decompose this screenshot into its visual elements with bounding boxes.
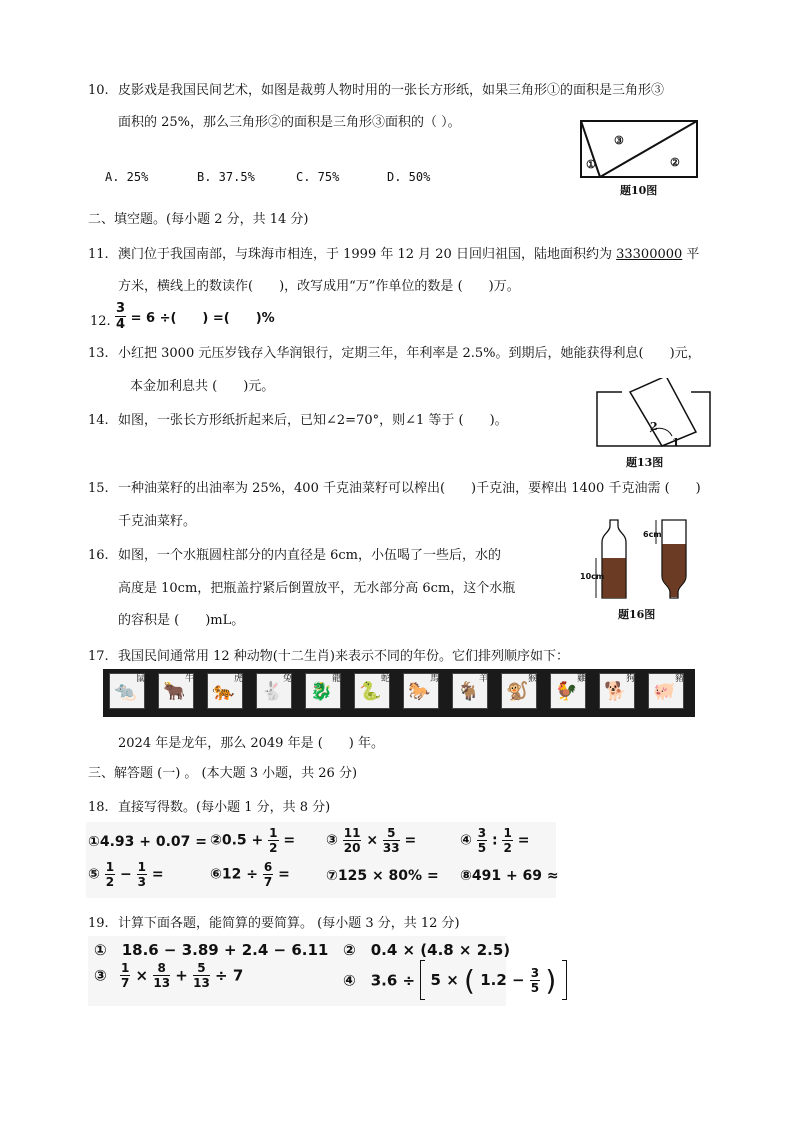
q18-item-4-b: = xyxy=(517,832,530,849)
q18-item-2-b: = xyxy=(283,832,296,849)
zodiac-char-tiger: 虎 xyxy=(233,674,243,684)
q18-item-5-fraction-1 xyxy=(105,861,115,888)
horse-icon: 🐎 xyxy=(408,681,431,702)
q19-number: 19. xyxy=(88,916,109,931)
q19-expression-3-fraction-1 xyxy=(120,962,130,989)
q12-fraction xyxy=(115,302,126,331)
q18-number: 18. xyxy=(88,800,109,815)
numerator: 1 xyxy=(120,961,130,975)
q13-text-line2: 本金加利息共 ( )元。 xyxy=(130,379,275,394)
q16-label-6cm: 6cm xyxy=(643,530,662,539)
q16-number: 16. xyxy=(88,548,109,563)
q13-number: 13. xyxy=(88,346,109,361)
rooster-icon: 🐓 xyxy=(555,681,578,702)
zodiac-tile-rabbit xyxy=(252,669,296,713)
section-2-heading: 二、填空题。(每小题 2 分，共 14 分) xyxy=(88,212,309,227)
q16-figure-caption: 题16图 xyxy=(618,608,656,621)
q18-item-7: ⑦125 × 80% = xyxy=(326,868,439,884)
q19-expression-2: ② 0.4 × (4.8 × 2.5) xyxy=(343,941,511,959)
denominator: 7 xyxy=(263,875,273,889)
q19-expression-3-fraction-2 xyxy=(153,962,170,989)
q18-item-3-op: × xyxy=(366,832,379,849)
q18-item-5-a: ⑤ xyxy=(88,866,100,883)
denominator: 3 xyxy=(137,875,146,889)
q11-text-line2: 方米，横线上的数读作( )，改写成用“万”作单位的数是 ( )万。 xyxy=(118,279,520,294)
q14-figure-caption: 题13图 xyxy=(626,456,664,469)
zodiac-char-rat: 鼠 xyxy=(135,674,145,684)
q16-label-10cm: 10cm xyxy=(580,572,605,581)
denominator: 5 xyxy=(477,841,487,855)
q11-text-line1 xyxy=(118,246,699,264)
q18-item-6-b: = xyxy=(278,866,290,883)
q10-label-2: ② xyxy=(670,156,680,169)
zodiac-tile-horse xyxy=(399,669,443,713)
zodiac-tile-rooster xyxy=(546,669,590,713)
zodiac-tile-goat xyxy=(448,669,492,713)
q10-label-1: ① xyxy=(586,158,596,171)
q12-equation-rest: = 6 ÷( ) =( )% xyxy=(130,311,275,326)
q10-option-a: A. 25% xyxy=(105,170,149,184)
q16-text-line3: 的容积是 ( )mL。 xyxy=(118,613,245,628)
q18-item-6 xyxy=(210,861,290,888)
q18-item-6-fraction xyxy=(263,861,273,888)
q19-expression-4-fraction xyxy=(530,967,540,994)
q11-underlined-number: 33300000 xyxy=(616,247,683,262)
water-bottle-diagram xyxy=(582,518,698,606)
numerator: 1 xyxy=(503,826,512,840)
zodiac-tile-rat xyxy=(105,669,149,713)
q16-figure xyxy=(582,518,698,622)
q14-figure xyxy=(594,378,714,470)
zodiac-char-dog: 狗 xyxy=(625,674,635,684)
zodiac-char-monkey: 猴 xyxy=(527,674,537,684)
q12-numerator: 3 xyxy=(116,301,126,316)
denominator: 2 xyxy=(269,841,278,855)
zodiac-char-ox: 牛 xyxy=(184,674,194,684)
q18-item-6-a: ⑥12 ÷ xyxy=(210,866,258,883)
q18-item-3-fraction-2 xyxy=(383,827,400,854)
zodiac-char-pig: 豬 xyxy=(674,674,684,684)
q19-expression-3 xyxy=(94,962,243,989)
q18-item-5-fraction-2 xyxy=(137,861,147,888)
numerator: 6 xyxy=(263,860,273,874)
q13-text-line1: 小红把 3000 元压岁钱存入华润银行，定期三年，年利率是 2.5%。到期后，她能获得利息( )元， xyxy=(118,346,701,361)
zodiac-tile-ox xyxy=(154,669,198,713)
q18-item-8: ⑧491 + 69 ≈ xyxy=(460,868,559,884)
q18-item-3 xyxy=(326,827,416,854)
q16-text-line2: 高度是 10cm，把瓶盖拧紧后倒置放平，无水部分高 6cm，这个水瓶 xyxy=(118,581,516,596)
numerator: 1 xyxy=(269,826,278,840)
q12-equation xyxy=(115,302,275,331)
q18-item-4-fraction-2 xyxy=(502,827,512,854)
numerator: 3 xyxy=(530,965,540,980)
zodiac-tile-snake xyxy=(350,669,394,713)
zodiac-tile-dragon xyxy=(301,669,345,713)
q18-item-4-op: : xyxy=(491,832,498,849)
q10-option-b: B. 37.5% xyxy=(197,170,255,184)
right-paren: ) xyxy=(545,963,557,997)
q19-expression-1: ① 18.6 − 3.89 + 2.4 − 6.11 xyxy=(94,941,329,959)
q11-text-a: 澳门位于我国南部，与珠海市相连，于 1999 年 12 月 20 日回归祖国，陆地面积约为 xyxy=(118,247,617,262)
q18-item-5 xyxy=(88,861,164,888)
q19-expression-3-op-1: × xyxy=(135,966,149,985)
q19-expression-3-fraction-3 xyxy=(193,962,210,989)
denominator: 33 xyxy=(382,841,400,855)
q18-item-1: ①4.93 + 0.07 = xyxy=(88,834,208,850)
q18-item-5-op: − xyxy=(119,866,132,883)
denominator: 5 xyxy=(530,980,540,995)
q14-angle-1-label: 1 xyxy=(672,436,680,449)
left-paren: ( xyxy=(464,963,475,997)
zodiac-tile-monkey xyxy=(497,669,541,713)
left-bracket xyxy=(420,960,425,1000)
rat-icon: 🐀 xyxy=(114,681,137,702)
q10-option-c: C. 75% xyxy=(296,170,340,184)
denominator: 13 xyxy=(193,976,210,990)
q12-number: 12. xyxy=(90,314,111,329)
tiger-icon: 🐅 xyxy=(212,681,235,702)
section-3-heading: 三、解答题 (一) 。 (本大题 3 小题，共 26 分) xyxy=(88,766,358,781)
q19-expression-3-op-2: + xyxy=(175,966,188,985)
q19-heading: 计算下面各题，能简算的要简算。 (每小题 3 分，共 12 分) xyxy=(118,916,460,931)
q17-text-line2: 2024 年是龙年，那么 2049 年是 ( ) 年。 xyxy=(118,736,384,751)
q11-text-b: 平 xyxy=(682,247,700,262)
q10-figure xyxy=(578,118,702,200)
numerator: 5 xyxy=(383,827,400,841)
zodiac-char-rooster: 雞 xyxy=(576,674,586,684)
denominator: 2 xyxy=(105,875,115,889)
denominator: 20 xyxy=(343,841,361,855)
q14-number: 14. xyxy=(88,413,109,428)
numerator: 8 xyxy=(153,962,170,976)
numerator: 11 xyxy=(343,826,361,840)
dragon-icon: 🐉 xyxy=(310,681,333,702)
q19-expression-4-b: 5 × xyxy=(430,971,459,989)
q18-item-2 xyxy=(210,827,295,854)
numerator: 1 xyxy=(105,860,115,874)
q16-text-line1: 如图，一个水瓶圆柱部分的内直径是 6cm，小伍喝了一些后，水的 xyxy=(118,548,502,563)
q15-text-line2: 千克油菜籽。 xyxy=(118,514,197,529)
zodiac-tile-pig xyxy=(644,669,688,713)
snake-icon: 🐍 xyxy=(359,681,382,702)
denominator: 7 xyxy=(120,976,130,990)
q18-item-4-a: ④ xyxy=(460,832,472,849)
zodiac-char-dragon: 龍 xyxy=(331,674,341,684)
pig-icon: 🐖 xyxy=(653,681,676,702)
q15-text-line1: 一种油菜籽的出油率为 25%，400 千克油菜籽可以榨出( )千克油，要榨出 1400 千克油需 ( ) xyxy=(118,481,701,496)
ox-icon: 🐂 xyxy=(163,681,186,702)
q10-text-line2: 面积的 25%，那么三角形②的面积是三角形③面积的（ ）。 xyxy=(118,115,461,130)
zodiac-char-snake: 蛇 xyxy=(380,674,390,684)
q18-item-3-b: = xyxy=(404,832,417,849)
q17-number: 17. xyxy=(88,649,109,664)
q14-text: 如图，一张长方形纸折起来后，已知∠2=70°，则∠1 等于 ( )。 xyxy=(118,413,508,428)
q18-item-4-fraction-1 xyxy=(477,827,487,854)
q19-expression-3-op-3: ÷ 7 xyxy=(215,966,244,985)
monkey-icon: 🐒 xyxy=(506,681,529,702)
q11-number: 11. xyxy=(88,247,109,262)
zodiac-strip xyxy=(103,669,695,717)
q14-angle-2-label: 2 xyxy=(650,420,658,433)
q18-item-5-b: = xyxy=(151,866,164,883)
zodiac-char-rabbit: 兔 xyxy=(282,674,292,684)
q18-item-2-fraction xyxy=(268,827,278,854)
rectangle-triangles-diagram xyxy=(578,118,702,182)
zodiac-tile-tiger xyxy=(203,669,247,713)
q12-denominator: 4 xyxy=(116,317,126,332)
goat-icon: 🐐 xyxy=(457,681,480,702)
q10-text-line1: 皮影戏是我国民间艺术，如图是裁剪人物时用的一张长方形纸，如果三角形①的面积是三角形③ xyxy=(118,83,665,98)
zodiac-tile-dog xyxy=(595,669,639,713)
q18-item-3-fraction-1 xyxy=(343,827,362,854)
q19-expression-3-label: ③ xyxy=(94,966,107,985)
rabbit-icon: 🐇 xyxy=(261,681,284,702)
q19-expression-4-c: 1.2 − xyxy=(480,971,525,989)
q10-figure-caption: 题10图 xyxy=(620,184,658,197)
q18-item-3-a: ③ xyxy=(326,832,338,849)
q17-text-line1: 我国民间通常用 12 种动物(十二生肖)来表示不同的年份。它们排列顺序如下： xyxy=(118,649,569,664)
zodiac-char-goat: 羊 xyxy=(478,674,488,684)
q10-option-d: D. 50% xyxy=(387,170,431,184)
q15-number: 15. xyxy=(88,481,109,496)
q19-expression-4 xyxy=(343,960,567,1000)
folded-paper-diagram xyxy=(594,378,714,450)
zodiac-char-horse: 馬 xyxy=(429,674,439,684)
numerator: 3 xyxy=(477,826,487,840)
q10-label-3: ③ xyxy=(614,134,624,147)
denominator: 13 xyxy=(153,976,171,990)
q19-expression-4-a: ④ 3.6 ÷ xyxy=(343,971,416,990)
numerator: 1 xyxy=(137,860,146,874)
right-bracket xyxy=(562,960,567,1000)
numerator: 5 xyxy=(193,962,210,976)
q10-number: 10. xyxy=(88,83,109,98)
denominator: 2 xyxy=(503,841,512,855)
q18-item-4 xyxy=(460,827,529,854)
q18-heading: 直接写得数。(每小题 1 分，共 8 分) xyxy=(118,800,331,815)
q18-item-2-a: ②0.5 + xyxy=(210,832,264,849)
dog-icon: 🐕 xyxy=(604,681,627,702)
